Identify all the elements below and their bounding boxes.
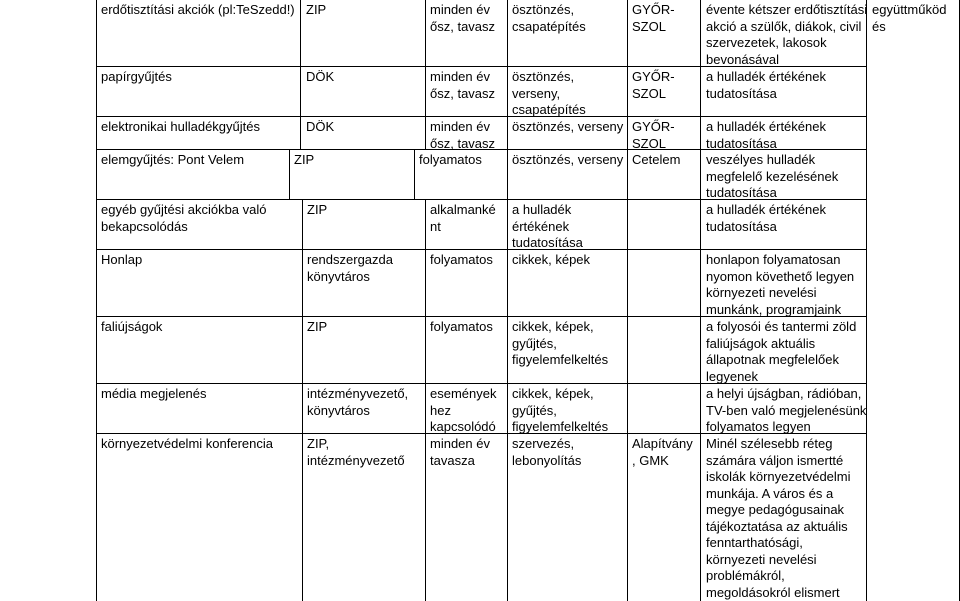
goal-cell: veszélyes hulladék megfelelő kezelésének tudatosítása <box>706 152 839 200</box>
partner-cell: GYŐR- SZOL <box>632 69 675 101</box>
activity-name-cell: elektronikai hulladékgyűjtés <box>101 119 260 134</box>
method-cell: ösztönzés, verseny <box>512 119 624 134</box>
method-cell: cikkek, képek, gyűjtés, figyelemfelkeltés <box>512 319 609 367</box>
activity-name-cell: papírgyűjtés <box>101 69 172 84</box>
partner-cell: GYŐR- SZOL <box>632 119 675 151</box>
goal-cell: a hulladék értékének tudatosítása <box>706 119 826 151</box>
activity-name-cell: erdőtisztítási akciók (pl:TeSzedd!) <box>101 2 295 17</box>
goal-cell: évente kétszer erdőtisztítási akció a szülők, diákok, civil szervezetek, lakosok bevonásával <box>706 2 868 67</box>
method-cell: cikkek, képek <box>512 252 591 267</box>
method-cell: a hulladék értékének tudatosítása <box>512 202 583 250</box>
responsible-cell: ZIP, intézményvezető <box>307 436 405 468</box>
goal-cell: honlapon folyamatosan nyomon követhető legyen környezeti nevelési munkánk, programjaink <box>706 252 855 317</box>
partner-cell: GYŐR- SZOL <box>632 2 675 34</box>
schedule-cell: minden év ősz, tavasz <box>430 69 496 101</box>
activity-name-cell: környezetvédelmi konferencia <box>101 436 273 451</box>
responsible-cell: DÖK <box>306 119 335 134</box>
responsible-cell: DÖK <box>306 69 335 84</box>
activity-name-cell: elemgyűjtés: Pont Velem <box>101 152 245 167</box>
responsible-cell: intézményvezető, könyvtáros <box>307 386 409 418</box>
schedule-cell: minden év tavasza <box>430 436 490 468</box>
type-cell: együttműköd és <box>872 2 947 34</box>
responsible-cell: ZIP <box>294 152 315 167</box>
goal-cell: Minél szélesebb réteg számára váljon ismertté iskolák környezetvédelmi munkája. A város és a megye pedagógusainak tájékoztatása az aktuális fenntarthatósági, környezeti nevelési problémákról, megoldásokról elismert <box>706 436 851 600</box>
goal-cell: a helyi újságban, rádióban, TV-ben való megjelenésünk folyamatos legyen <box>706 386 867 434</box>
responsible-cell: rendszergazda könyvtáros <box>307 252 393 284</box>
method-cell: ösztönzés, verseny <box>512 152 624 167</box>
activity-name-cell: Honlap <box>101 252 143 267</box>
goal-cell: a hulladék értékének tudatosítása <box>706 202 826 234</box>
schedule-cell: minden év ősz, tavasz <box>430 2 496 34</box>
schedule-cell: alkalmanké nt <box>430 202 496 234</box>
method-cell: szervezés, lebonyolítás <box>512 436 582 468</box>
method-cell: ösztönzés, csapatépítés <box>512 2 586 34</box>
schedule-cell: folyamatos <box>419 152 482 167</box>
schedule-cell: minden év ősz, tavasz <box>430 119 496 151</box>
activity-name-cell: média megjelenés <box>101 386 207 401</box>
responsible-cell: ZIP <box>307 319 328 334</box>
schedule-cell: folyamatos <box>430 252 493 267</box>
partner-cell: Alapítvány , GMK <box>632 436 693 468</box>
method-cell: ösztönzés, verseny, csapatépítés <box>512 69 586 117</box>
activity-name-cell: faliújságok <box>101 319 163 334</box>
responsible-cell: ZIP <box>307 202 328 217</box>
partner-cell: Cetelem <box>632 152 681 167</box>
schedule-cell: események hez kapcsolódó <box>430 386 497 434</box>
responsible-cell: ZIP <box>306 2 327 17</box>
method-cell: cikkek, képek, gyűjtés, figyelemfelkeltés <box>512 386 609 434</box>
schedule-cell: folyamatos <box>430 319 493 334</box>
activity-name-cell: egyéb gyűjtési akciókba való bekapcsolódás <box>101 202 267 234</box>
goal-cell: a folyosói és tantermi zöld faliújságok aktuális állapotnak megfelelőek legyenek <box>706 319 857 384</box>
goal-cell: a hulladék értékének tudatosítása <box>706 69 826 101</box>
